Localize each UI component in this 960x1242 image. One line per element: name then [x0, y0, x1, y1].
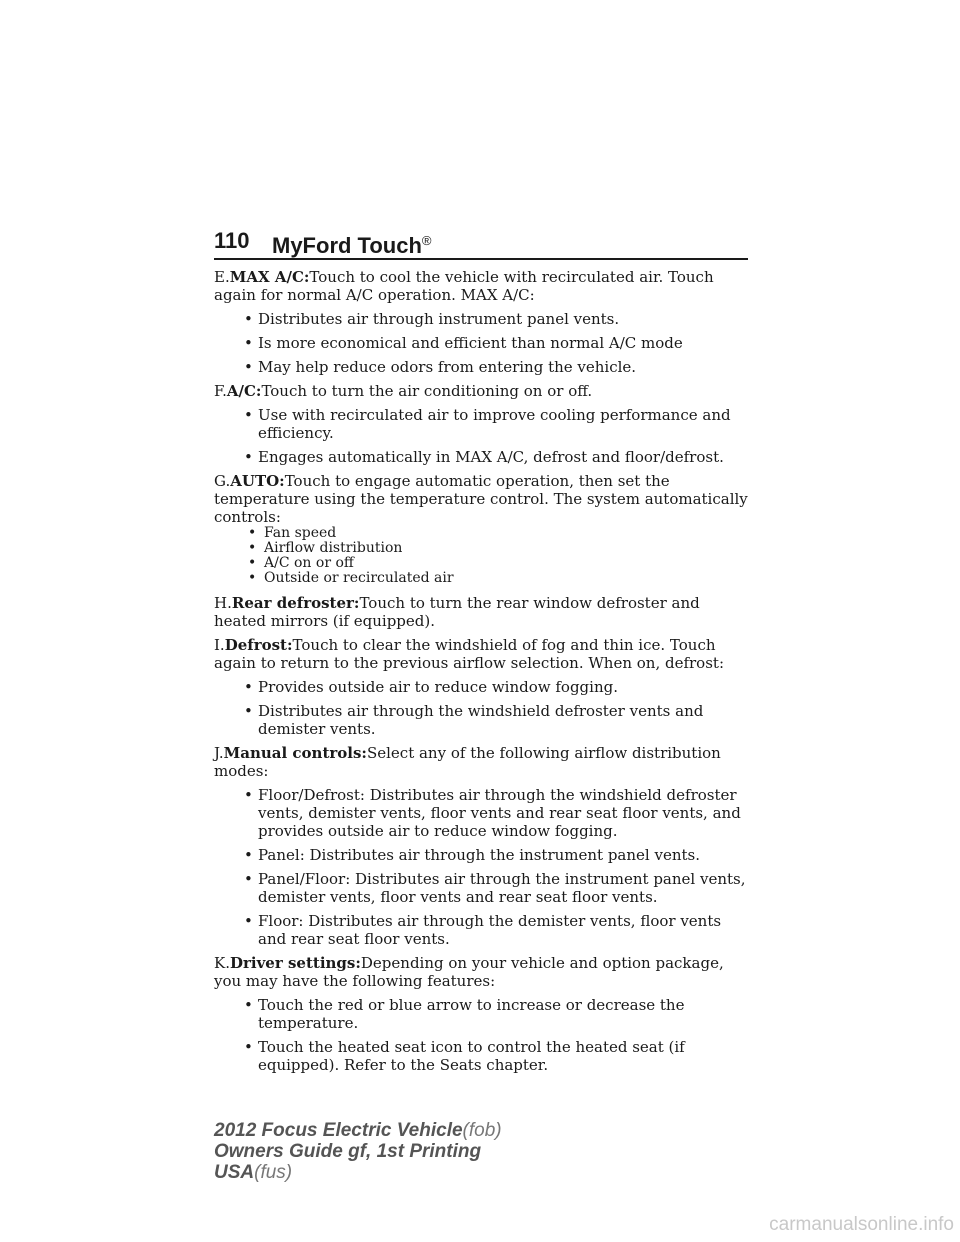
item-letter: H.	[214, 594, 232, 612]
section-title-text: MyFord Touch	[272, 233, 422, 258]
item-f	[214, 382, 754, 400]
watermark: carmanualsonline.info	[769, 1214, 954, 1235]
list-item: • A/C on or off	[214, 556, 754, 571]
list-item: • Panel/Floor: Distributes air through the instrument panel vents, demister vents, floor vents and rear seat floor vents.	[214, 870, 754, 906]
list-item: • Use with recirculated air to improve cooling performance and efficiency.	[214, 406, 754, 442]
list-item: • Distributes air through the windshield defroster vents and demister vents.	[214, 702, 754, 738]
footer-line-1	[214, 1120, 502, 1141]
footer-market: USA	[214, 1162, 255, 1183]
item-text: Touch to engage automatic operation, then set the temperature using the temperature control. The system automatically controls:	[214, 472, 748, 526]
item-label: A/C:	[226, 382, 262, 400]
footer-edition: Owners Guide gf, 1st Printing	[214, 1141, 482, 1162]
item-text: Select any of the following airflow distribution modes:	[214, 744, 721, 780]
item-label: Manual controls:	[223, 744, 367, 762]
section-title	[272, 226, 432, 261]
item-j	[214, 744, 754, 780]
list-item: • Distributes air through instrument panel vents.	[214, 310, 754, 328]
item-letter: F.	[214, 382, 227, 400]
list-item: • Floor/Defrost: Distributes air through the windshield defroster vents, demister vents, floor vents and rear seat floor vents, and provides outside air to reduce window fogging.	[214, 786, 754, 840]
item-label: Defrost:	[224, 636, 293, 654]
header-rule	[214, 258, 748, 260]
item-label: AUTO:	[230, 472, 285, 490]
item-k	[214, 954, 754, 990]
list-item: • Panel: Distributes air through the instrument panel vents.	[214, 846, 754, 864]
item-g	[214, 472, 754, 526]
item-label: MAX A/C:	[229, 268, 310, 286]
page-number: 110	[214, 228, 250, 253]
list-item: • Outside or recirculated air	[214, 571, 754, 586]
footer-model: 2012 Focus Electric Vehicle	[214, 1120, 463, 1141]
registered-mark: ®	[421, 233, 432, 248]
list-item: • Touch the heated seat icon to control the heated seat (if equipped). Refer to the Seats chapter.	[214, 1038, 754, 1074]
item-text: Touch to clear the windshield of fog and thin ice. Touch again to return to the previous airflow selection. When on, defrost:	[214, 636, 724, 672]
item-letter: E.	[214, 268, 230, 286]
item-letter: G.	[214, 472, 231, 490]
footer-line-3	[214, 1162, 502, 1183]
list-item: • Floor: Distributes air through the demister vents, floor vents and rear seat floor vents.	[214, 912, 754, 948]
item-h	[214, 594, 754, 630]
item-text: Depending on your vehicle and option package, you may have the following features:	[214, 954, 724, 990]
item-label: Rear defroster:	[231, 594, 360, 612]
item-i	[214, 636, 754, 672]
print-footer	[214, 1120, 502, 1183]
item-letter: K.	[214, 954, 230, 972]
page-body	[214, 268, 754, 1080]
list-item: • Touch the red or blue arrow to increase or decrease the temperature.	[214, 996, 754, 1032]
list-item: • Airflow distribution	[214, 541, 754, 556]
item-e	[214, 268, 754, 304]
list-item: • May help reduce odors from entering the vehicle.	[214, 358, 754, 376]
list-item: • Provides outside air to reduce window fogging.	[214, 678, 754, 696]
list-item: • Fan speed	[214, 526, 754, 541]
item-text: Touch to turn the rear window defroster and heated mirrors (if equipped).	[214, 594, 700, 630]
item-letter: I.	[214, 636, 225, 654]
item-label: Driver settings:	[229, 954, 361, 972]
item-text: Touch to turn the air conditioning on or off.	[261, 382, 593, 400]
item-text: Touch to cool the vehicle with recirculated air. Touch again for normal A/C operation. MAX A/C:	[214, 268, 714, 304]
footer-model-code: (fob)	[462, 1120, 502, 1141]
footer-line-2	[214, 1141, 502, 1162]
list-item: • Is more economical and efficient than normal A/C mode	[214, 334, 754, 352]
page-header	[214, 226, 748, 260]
footer-market-code: (fus)	[254, 1162, 293, 1183]
auto-controls-list	[214, 526, 754, 586]
item-letter: J.	[214, 744, 224, 762]
list-item: • Engages automatically in MAX A/C, defrost and floor/defrost.	[214, 448, 754, 466]
